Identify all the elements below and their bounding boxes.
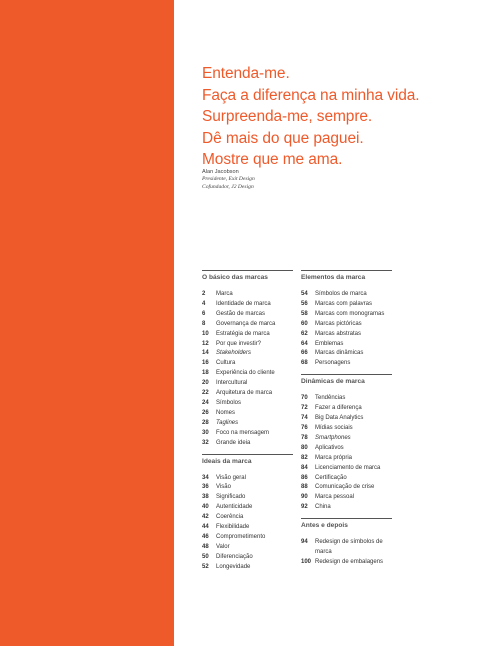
- toc-section-dinamicas-de-marca: [301, 374, 392, 518]
- toc-entry-page-number: 12: [202, 340, 209, 347]
- toc-section-title: Elementos da marca: [301, 270, 392, 288]
- toc-entry-label: Emblemas: [315, 340, 344, 347]
- toc-entry-label: Símbolos de marca: [315, 291, 367, 297]
- toc-entry-label: Visão geral: [216, 474, 246, 481]
- toc-section-title: O básico das marcas: [202, 270, 293, 288]
- orange-side-band: [0, 0, 174, 646]
- toc-entry-label: Estratégia de marca: [216, 330, 270, 337]
- quote-line: Mostre que me ama.: [202, 151, 343, 168]
- toc-entry-label: China: [315, 504, 331, 511]
- toc-entry-page-number: 10: [202, 330, 209, 337]
- toc-entry-label: Coerência: [216, 514, 244, 521]
- toc-entry: [202, 563, 293, 573]
- toc-entry-page-number: 82: [301, 454, 308, 461]
- toc-entry: [202, 300, 293, 310]
- toc-entry-label: Marca própria: [315, 454, 353, 461]
- toc-entry-page-number: 56: [301, 300, 308, 307]
- toc-entry-page-number: 70: [301, 395, 308, 402]
- toc-entry: [202, 369, 293, 379]
- pull-quote: [202, 63, 472, 171]
- toc-entry-label: Diferenciação: [216, 553, 253, 560]
- toc-entry: [301, 330, 392, 340]
- toc-column-right: [301, 270, 392, 573]
- toc-entry: [301, 474, 392, 484]
- toc-entry-label: Foco na mensagem: [216, 429, 270, 436]
- toc-entry-label: Por que investir?: [216, 340, 262, 347]
- toc-entry-label: Intercultural: [216, 380, 248, 387]
- toc-entry: [301, 394, 392, 404]
- toc-entry: [301, 454, 392, 464]
- toc-entry: [202, 349, 293, 359]
- toc-entry-page-number: 90: [301, 494, 308, 501]
- toc-entry-label: Stakeholders: [216, 350, 252, 357]
- toc-entry-label: Comunicação de crise: [315, 484, 375, 491]
- toc-entry: [301, 493, 392, 503]
- toc-entry-page-number: 80: [301, 444, 308, 451]
- toc-entry: [301, 538, 392, 558]
- quote-author: Alan Jacobson: [202, 169, 239, 175]
- toc-entry: [202, 439, 293, 449]
- toc-entry: [202, 493, 293, 503]
- toc-entry-page-number: 50: [202, 553, 209, 560]
- toc-entry: [202, 523, 293, 533]
- toc-entry-label: Licenciamento de marca: [315, 464, 381, 471]
- quote-line: Entenda-me.: [202, 65, 290, 82]
- toc-entry-label: Taglines: [216, 419, 239, 426]
- toc-entry-page-number: 78: [301, 434, 308, 441]
- toc-entry-page-number: 42: [202, 514, 209, 521]
- toc-entry-label: Redesign de símbolos de marca: [315, 539, 383, 556]
- toc-entry-label: Fazer a diferença: [315, 405, 362, 412]
- toc-entry: [202, 513, 293, 523]
- toc-entry-list: [301, 536, 392, 573]
- toc-entry: [202, 474, 293, 484]
- toc-entry-label: Aplicativos: [315, 444, 344, 451]
- toc-entry-page-number: 86: [301, 474, 308, 481]
- toc-entry: [301, 444, 392, 454]
- toc-entry-page-number: 100: [301, 558, 312, 565]
- toc-entry-label: Marca: [216, 291, 233, 297]
- toc-entry-label: Visão: [216, 484, 231, 491]
- toc-entry-label: Mídias sociais: [315, 424, 353, 431]
- toc-entry-label: Autenticidade: [216, 504, 253, 511]
- toc-entry: [202, 330, 293, 340]
- toc-entry-label: Gestão de marcas: [216, 310, 266, 317]
- toc-entry: [301, 310, 392, 320]
- toc-entry-label: Marcas com monogramas: [315, 310, 385, 317]
- toc-entry-label: Identidade de marca: [216, 300, 271, 307]
- toc-entry-list: [202, 288, 293, 454]
- toc-entry-label: Marcas com palavras: [315, 300, 373, 307]
- toc-entry-label: Experiência do cliente: [216, 370, 275, 377]
- toc-entry: [202, 340, 293, 350]
- toc-entry-page-number: 28: [202, 419, 209, 426]
- toc-entry-page-number: 22: [202, 390, 209, 397]
- toc-entry: [202, 429, 293, 439]
- toc-entry-label: Comprometimento: [216, 533, 266, 540]
- toc-entry-page-number: 24: [202, 399, 209, 406]
- toc-entry-label: Marcas dinâmicas: [315, 350, 364, 357]
- toc-entry: [202, 399, 293, 409]
- toc-section-antes-e-depois: [301, 518, 392, 573]
- toc-entry: [202, 553, 293, 563]
- toc-entry-label: Significado: [216, 494, 246, 501]
- toc-entry-page-number: 2: [202, 291, 206, 297]
- toc-entry-page-number: 32: [202, 439, 209, 446]
- toc-entry-label: Marcas pictóricas: [315, 320, 362, 327]
- toc-entry: [301, 483, 392, 493]
- toc-entry: [301, 359, 392, 369]
- toc-entry-page-number: 48: [202, 543, 209, 550]
- toc-entry: [202, 359, 293, 369]
- toc-entry-label: Arquitetura de marca: [216, 390, 273, 397]
- toc-entry-page-number: 68: [301, 360, 308, 367]
- toc-section-title: Dinâmicas de marca: [301, 374, 392, 392]
- toc-entry-page-number: 30: [202, 429, 209, 436]
- toc-entry: [202, 379, 293, 389]
- toc-entry: [202, 290, 293, 300]
- toc-entry-page-number: 4: [202, 300, 206, 307]
- toc-entry: [301, 320, 392, 330]
- toc-entry: [202, 503, 293, 513]
- toc-entry-page-number: 92: [301, 504, 308, 511]
- toc-entry-label: Redesign de embalagens: [315, 558, 384, 565]
- toc-entry: [202, 543, 293, 553]
- toc-entry-label: Smartphones: [315, 434, 351, 441]
- toc-entry: [202, 419, 293, 429]
- toc-entry-page-number: 54: [301, 291, 308, 297]
- toc-entry-page-number: 94: [301, 539, 308, 546]
- toc-section-elementos-da-marca: [301, 270, 392, 374]
- toc-entry: [202, 389, 293, 399]
- toc-entry-label: Símbolos: [216, 399, 242, 406]
- toc-entry-label: Nomes: [216, 409, 236, 416]
- toc-entry-page-number: 52: [202, 563, 209, 570]
- toc-entry-label: Marca pessoal: [315, 494, 355, 501]
- toc-entry: [301, 300, 392, 310]
- toc-section-title: Antes e depois: [301, 518, 392, 536]
- toc-entry: [301, 558, 392, 568]
- toc-entry: [301, 349, 392, 359]
- toc-entry-label: Flexibilidade: [216, 524, 250, 531]
- quote-author-role: Presidente, Exit Design: [202, 176, 255, 183]
- toc-entry: [301, 340, 392, 350]
- toc-entry: [202, 409, 293, 419]
- toc-entry-page-number: 16: [202, 360, 209, 367]
- toc-entry: [202, 320, 293, 330]
- quote-line: Dê mais do que paguei.: [202, 129, 364, 147]
- toc-entry-page-number: 26: [202, 409, 209, 416]
- toc-entry-label: Certificação: [315, 474, 347, 481]
- toc-entry-page-number: 60: [301, 320, 308, 327]
- toc-entry-label: Cultura: [216, 360, 236, 367]
- toc-entry-label: Big Data Analytics: [315, 415, 364, 422]
- toc-entry-page-number: 6: [202, 310, 206, 317]
- toc-entry-page-number: 14: [202, 350, 209, 357]
- toc-entry-page-number: 8: [202, 320, 206, 327]
- toc-entry-page-number: 20: [202, 380, 209, 387]
- toc-entry-page-number: 62: [301, 330, 308, 337]
- toc-entry-page-number: 88: [301, 484, 308, 491]
- toc-entry-list: [301, 392, 392, 518]
- toc-entry-page-number: 76: [301, 424, 308, 431]
- toc-entry: [301, 414, 392, 424]
- quote-attribution: [202, 169, 255, 191]
- toc-entry-page-number: 46: [202, 533, 209, 540]
- toc-entry-label: Personagens: [315, 360, 351, 367]
- toc-entry-label: Valor: [216, 543, 230, 550]
- toc-entry-page-number: 44: [202, 524, 209, 531]
- toc-column-left: [202, 270, 293, 578]
- toc-entry-page-number: 72: [301, 405, 308, 412]
- toc-entry-label: Marcas abstratas: [315, 330, 362, 337]
- toc-entry-page-number: 18: [202, 370, 209, 377]
- toc-section-ideais-da-marca: [202, 454, 293, 578]
- toc-entry-page-number: 36: [202, 484, 209, 491]
- toc-entry: [301, 404, 392, 414]
- toc-entry: [202, 483, 293, 493]
- toc-entry-label: Longevidade: [216, 563, 251, 570]
- toc-entry: [202, 533, 293, 543]
- toc-entry-label: Grande ideia: [216, 439, 251, 446]
- quote-author-role: Cofundador, J2 Design: [202, 183, 254, 190]
- toc-entry-page-number: 58: [301, 310, 308, 317]
- toc-entry-list: [202, 472, 293, 578]
- toc-entry-page-number: 74: [301, 415, 308, 422]
- quote-line: Surpreenda-me, sempre.: [202, 108, 373, 125]
- toc-section-title: Ideais da marca: [202, 454, 293, 472]
- toc-entry-page-number: 84: [301, 464, 308, 471]
- toc-entry: [202, 310, 293, 320]
- toc-entry: [301, 503, 392, 513]
- toc-entry-label: Tendências: [315, 395, 346, 402]
- toc-entry-page-number: 66: [301, 350, 308, 357]
- toc-entry-page-number: 34: [202, 474, 209, 481]
- toc-entry-page-number: 38: [202, 494, 209, 501]
- toc-entry: [301, 464, 392, 474]
- quote-line: Faça a diferença na minha vida.: [202, 86, 420, 104]
- toc-entry-page-number: 40: [202, 504, 209, 511]
- toc-entry-page-number: 64: [301, 340, 308, 347]
- toc-entry: [301, 434, 392, 444]
- toc-entry: [301, 290, 392, 300]
- toc-section-o-basico-das-marcas: [202, 270, 293, 454]
- toc-entry-label: Governança de marca: [216, 320, 276, 327]
- toc-entry: [301, 424, 392, 434]
- toc-entry-list: [301, 288, 392, 374]
